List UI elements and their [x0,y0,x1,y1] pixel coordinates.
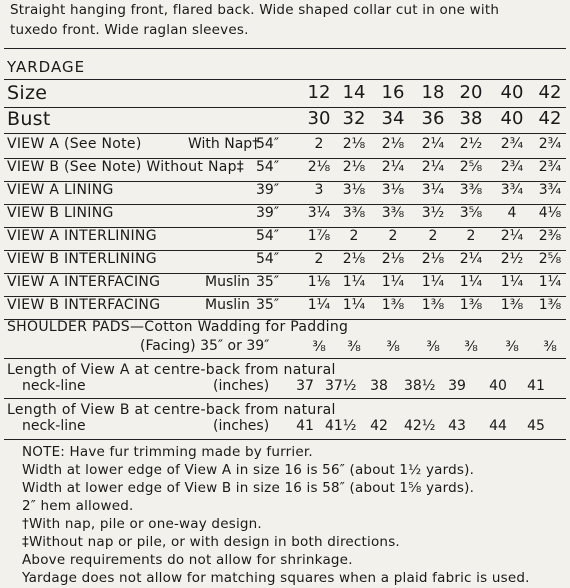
yardage-cell: 2⅝ [459,159,483,175]
yardage-cell: 1¼ [421,274,445,290]
yardage-cell: 2½ [500,251,524,267]
row-label: VIEW B (See Note) Without Nap‡ [7,159,245,175]
shoulder-pads-cell: ⅜ [543,339,557,355]
yardage-cell: 4 [507,205,517,221]
yardage-cell: 1¼ [307,297,331,313]
length-a-label: Length of View A at centre-back from natural [7,362,336,378]
row-label: VIEW B LINING [7,205,114,221]
yardage-cell: 3⅝ [459,205,483,221]
shoulder-pads-cell: ⅜ [386,339,400,355]
yardage-cell: 2¼ [421,159,445,175]
length-b-cell: 43 [448,418,466,434]
row-label: VIEW B INTERFACING [7,297,161,313]
yardage-cell: 2¾ [500,136,524,152]
yardage-cell: 2 [314,136,324,152]
fabric-width: 39″ [256,182,280,198]
row-fabric-note: Muslin [205,274,250,290]
fabric-width: 35″ [256,297,280,313]
yardage-cell: 2¾ [500,159,524,175]
yardage-cell: 2⅛ [307,159,331,175]
yardage-cell: 2⅛ [342,251,366,267]
yardage-cell: 2⅛ [342,136,366,152]
bust-cell: 36 [421,108,445,129]
fabric-width: 39″ [256,205,280,221]
yardage-cell: 2¼ [421,136,445,152]
shoulder-pads-cell: ⅜ [312,339,326,355]
row-label: VIEW A LINING [7,182,114,198]
yardage-cell: 1⅛ [307,274,331,290]
length-a-cell: 41 [527,378,545,394]
length-a-cell: 37 [296,378,314,394]
yardage-cell: 1¼ [459,274,483,290]
size-cell: 14 [342,82,366,103]
description-line: tuxedo front. Wide raglan sleeves. [10,22,249,38]
yardage-cell: 1⅜ [421,297,445,313]
shoulder-pads-cell: ⅜ [505,339,519,355]
bust-cell: 30 [307,108,331,129]
fabric-width: 35″ [256,274,280,290]
bust-cell: 40 [500,108,524,129]
yardage-cell: 2⅝ [538,251,562,267]
yardage-cell: 3¾ [500,182,524,198]
length-a-inches: (inches) [213,378,270,394]
yardage-cell: 2 [466,228,476,244]
yardage-cell: 2¼ [459,251,483,267]
yardage-cell: 3⅜ [342,205,366,221]
length-b-cell: 41 [296,418,314,434]
yardage-cell: 2 [314,251,324,267]
note-line: Above requirements do not allow for shrinkage. [22,552,353,568]
shoulder-pads-facing: (Facing) 35″ or 39″ [140,338,270,354]
row-fabric-note: With Nap† [188,136,260,152]
row-label: VIEW A INTERLINING [7,228,157,244]
yardage-cell: 1⅜ [381,297,405,313]
divider [4,133,566,134]
length-b-cell: 42½ [404,418,436,434]
description-line: Straight hanging front, flared back. Wide shaped collar cut in one with [10,2,500,18]
yardage-cell: 2¼ [500,228,524,244]
yardage-cell: 4⅛ [538,205,562,221]
yardage-cell: 2⅛ [381,251,405,267]
divider [4,439,566,440]
note-line: NOTE: Have fur trimming made by furrier. [22,444,313,460]
bust-cell: 38 [459,108,483,129]
note-line: †With nap, pile or one-way design. [22,516,262,532]
yardage-cell: 2¾ [538,159,562,175]
fabric-width: 54″ [256,136,280,152]
yardage-cell: 3⅛ [342,182,366,198]
yardage-cell: 1¼ [500,274,524,290]
note-line: Width at lower edge of View B in size 16 is 58″ (about 1⅝ yards). [22,480,475,496]
bust-cell: 42 [538,108,562,129]
size-cell: 18 [421,82,445,103]
yardage-cell: 2⅜ [538,228,562,244]
note-line: 2″ hem allowed. [22,498,134,514]
note-line: Width at lower edge of View A in size 16 is 56″ (about 1½ yards). [22,462,475,478]
size-cell: 20 [459,82,483,103]
yardage-cell: 3¾ [538,182,562,198]
yardage-cell: 2⅛ [381,136,405,152]
divider [4,79,566,80]
yardage-cell: 2 [428,228,438,244]
yardage-cell: 3⅜ [459,182,483,198]
size-label: Size [7,82,48,104]
divider [4,398,566,399]
yardage-cell: 2 [388,228,398,244]
yardage-cell: 1¼ [342,297,366,313]
yardage-cell: 2 [349,228,359,244]
yardage-cell: 2⅛ [342,159,366,175]
yardage-cell: 3⅛ [381,182,405,198]
length-b-cell: 44 [489,418,507,434]
yardage-cell: 1⅞ [307,228,331,244]
fabric-width: 54″ [256,251,280,267]
shoulder-pads-cell: ⅜ [426,339,440,355]
length-a-cell: 40 [489,378,507,394]
yardage-cell: 2½ [459,136,483,152]
bust-cell: 32 [342,108,366,129]
row-label: VIEW A (See Note) [7,136,142,152]
yardage-cell: 1⅜ [459,297,483,313]
yardage-cell: 3½ [421,205,445,221]
fabric-width: 54″ [256,159,280,175]
length-b-inches: (inches) [213,418,270,434]
length-a-cell: 37½ [325,378,357,394]
yardage-cell: 2¼ [381,159,405,175]
size-cell: 40 [500,82,524,103]
length-b-label: Length of View B at centre-back from natural [7,402,336,418]
note-line: ‡Without nap or pile, or with design in both directions. [22,534,400,550]
length-a-cell: 38½ [404,378,436,394]
yardage-cell: 3⅜ [381,205,405,221]
yardage-cell: 3¼ [307,205,331,221]
bust-cell: 34 [381,108,405,129]
fabric-width: 54″ [256,228,280,244]
shoulder-pads-cell: ⅜ [464,339,478,355]
garment-description [10,0,565,40]
length-b-cell: 45 [527,418,545,434]
size-cell: 16 [381,82,405,103]
note-line: Yardage does not allow for matching squares when a plaid fabric is used. [22,570,530,586]
length-b-cell: 41½ [325,418,357,434]
yardage-cell: 3 [314,182,324,198]
length-a-cell: 39 [448,378,466,394]
yardage-cell: 1⅜ [500,297,524,313]
yardage-cell: 1¼ [342,274,366,290]
yardage-cell: 1⅜ [538,297,562,313]
row-fabric-note: Muslin [205,297,250,313]
yardage-title: YARDAGE [7,58,86,76]
yardage-cell: 3¼ [421,182,445,198]
shoulder-pads-cell: ⅜ [347,339,361,355]
size-cell: 42 [538,82,562,103]
divider [4,48,566,49]
length-b-cell: 42 [370,418,388,434]
length-b-neckline: neck-line [22,418,86,434]
yardage-cell: 1¼ [381,274,405,290]
yardage-cell: 2⅛ [421,251,445,267]
shoulder-pads-label: SHOULDER PADS—Cotton Wadding for Padding [7,319,349,335]
size-cell: 12 [307,82,331,103]
row-label: VIEW A INTERFACING [7,274,161,290]
row-label: VIEW B INTERLINING [7,251,157,267]
yardage-cell: 2¾ [538,136,562,152]
length-a-neckline: neck-line [22,378,86,394]
length-a-cell: 38 [370,378,388,394]
divider [4,358,566,359]
yardage-cell: 1¼ [538,274,562,290]
bust-label: Bust [7,108,51,130]
